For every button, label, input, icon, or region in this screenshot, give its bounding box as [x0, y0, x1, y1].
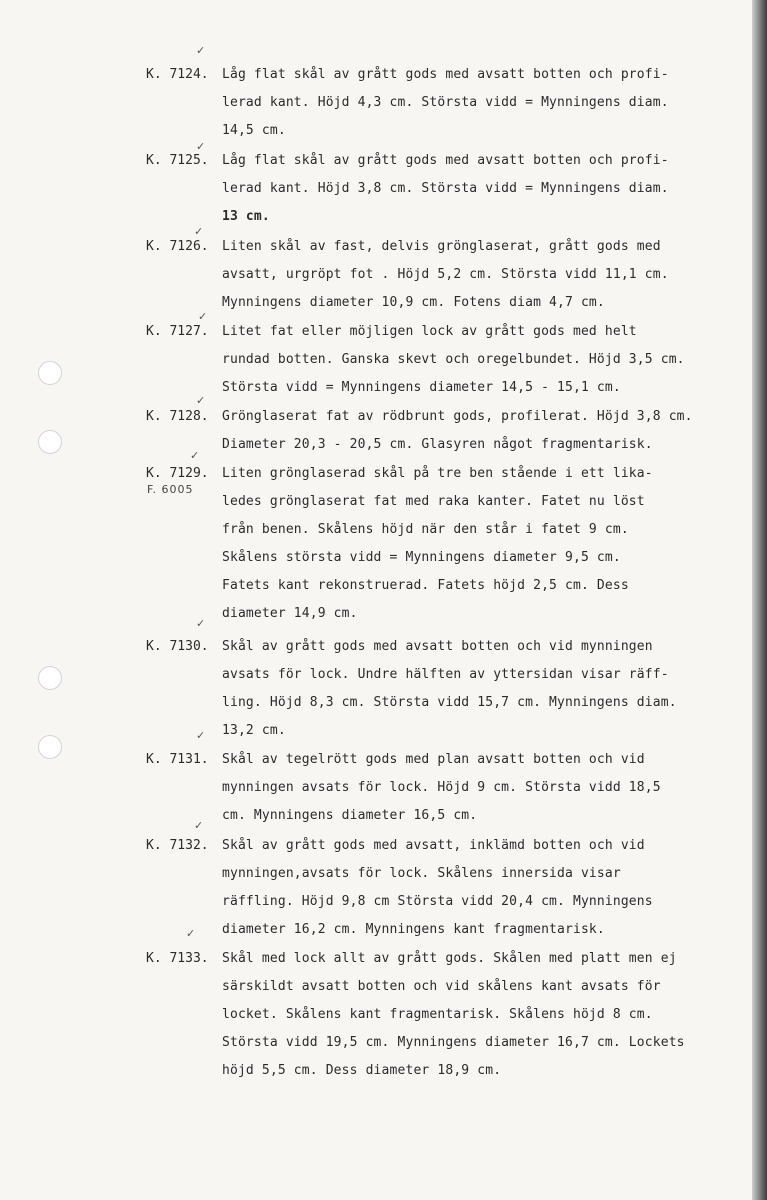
- entry-line: avsatt, urgröpt fot . Höjd 5,2 cm. Största vidd 11,1 cm.: [222, 267, 669, 282]
- entry-line: lerad kant. Höjd 4,3 cm. Största vidd = Mynningens diam.: [222, 95, 669, 110]
- check-mark-icon: ✓: [196, 394, 206, 407]
- entry-line: locket. Skålens kant fragmentarisk. Skålens höjd 8 cm.: [222, 1007, 653, 1022]
- entry-line: lerad kant. Höjd 3,8 cm. Största vidd = Mynningens diam.: [222, 181, 669, 196]
- check-mark-icon: ✓: [194, 819, 204, 832]
- entry-line: Låg flat skål av grått gods med avsatt botten och profi-: [222, 67, 669, 82]
- catalog-number: K. 7130.: [146, 639, 209, 654]
- entry-line: Liten skål av fast, delvis grönglaserat, grått gods med: [222, 239, 661, 254]
- check-mark-icon: ✓: [190, 449, 200, 462]
- entry-line: Grönglaserat fat av rödbrunt gods, profilerat. Höjd 3,8 cm.: [222, 409, 693, 424]
- entry-line: Största vidd 19,5 cm. Mynningens diameter 16,7 cm. Lockets: [222, 1035, 685, 1050]
- entry-line: Fatets kant rekonstruerad. Fatets höjd 2,5 cm. Dess: [222, 578, 629, 593]
- entry-line: Litet fat eller möjligen lock av grått gods med helt: [222, 324, 637, 339]
- catalog-number: K. 7125.: [146, 153, 209, 168]
- entry-line: diameter 16,2 cm. Mynningens kant fragmentarisk.: [222, 922, 605, 937]
- check-mark-icon: ✓: [196, 617, 206, 630]
- entry-line: höjd 5,5 cm. Dess diameter 18,9 cm.: [222, 1063, 502, 1078]
- check-mark-icon: ✓: [198, 310, 208, 323]
- entry-line: Mynningens diameter 10,9 cm. Fotens diam 4,7 cm.: [222, 295, 605, 310]
- entry-line: rundad botten. Ganska skevt och oregelbundet. Höjd 3,5 cm.: [222, 352, 685, 367]
- entry-line: Skålens största vidd = Mynningens diameter 9,5 cm.: [222, 550, 621, 565]
- check-mark-icon: ✓: [196, 44, 206, 57]
- punch-hole: [38, 361, 62, 385]
- entry-line: särskildt avsatt botten och vid skålens kant avsats för: [222, 979, 661, 994]
- catalog-number: K. 7132.: [146, 838, 209, 853]
- punch-hole: [38, 430, 62, 454]
- entry-line: Skål av grått gods med avsatt, inklämd botten och vid: [222, 838, 645, 853]
- entry-line: Diameter 20,3 - 20,5 cm. Glasyren något fragmentarisk.: [222, 437, 653, 452]
- entry-line: ling. Höjd 8,3 cm. Största vidd 15,7 cm. Mynningens diam.: [222, 695, 677, 710]
- check-mark-icon: ✓: [186, 927, 196, 940]
- catalog-number: K. 7128.: [146, 409, 209, 424]
- entry-line: Skål av grått gods med avsatt botten och vid mynningen: [222, 639, 653, 654]
- entry-line: Låg flat skål av grått gods med avsatt botten och profi-: [222, 153, 669, 168]
- catalog-number: K. 7126.: [146, 239, 209, 254]
- catalog-number: K. 7133.: [146, 951, 209, 966]
- entry-line: Skål med lock allt av grått gods. Skålen med platt men ej: [222, 951, 677, 966]
- entry-line: Skål av tegelrött gods med plan avsatt botten och vid: [222, 752, 645, 767]
- entry-line: cm. Mynningens diameter 16,5 cm.: [222, 808, 478, 823]
- catalog-number: K. 7127.: [146, 324, 209, 339]
- punch-hole: [38, 666, 62, 690]
- catalog-number: K. 7129.: [146, 466, 209, 481]
- page-edge-shadow: [752, 0, 767, 1200]
- entry-line: avsats för lock. Undre hälften av yttersidan visar räff-: [222, 667, 669, 682]
- check-mark-icon: ✓: [196, 729, 206, 742]
- entry-line: Största vidd = Mynningens diameter 14,5 - 15,1 cm.: [222, 380, 621, 395]
- check-mark-icon: ✓: [194, 225, 204, 238]
- entry-line: 13,2 cm.: [222, 723, 286, 738]
- entry-line: ledes grönglaserat fat med raka kanter. Fatet nu löst: [222, 494, 645, 509]
- entry-line: mynningen,avsats för lock. Skålens innersida visar: [222, 866, 621, 881]
- handwritten-note: F. 6005: [147, 483, 194, 496]
- entry-line: mynningen avsats för lock. Höjd 9 cm. Största vidd 18,5: [222, 780, 661, 795]
- check-mark-icon: ✓: [196, 140, 206, 153]
- entry-line: räffling. Höjd 9,8 cm Största vidd 20,4 cm. Mynningens: [222, 894, 653, 909]
- catalog-number: K. 7124.: [146, 67, 209, 82]
- entry-line: 14,5 cm.: [222, 123, 286, 138]
- entry-line: diameter 14,9 cm.: [222, 606, 358, 621]
- entry-line: 13 cm.: [222, 209, 270, 224]
- entry-line: Liten grönglaserad skål på tre ben stående i ett lika-: [222, 466, 653, 481]
- catalog-number: K. 7131.: [146, 752, 209, 767]
- punch-hole: [38, 735, 62, 759]
- entry-line: från benen. Skålens höjd när den står i fatet 9 cm.: [222, 522, 629, 537]
